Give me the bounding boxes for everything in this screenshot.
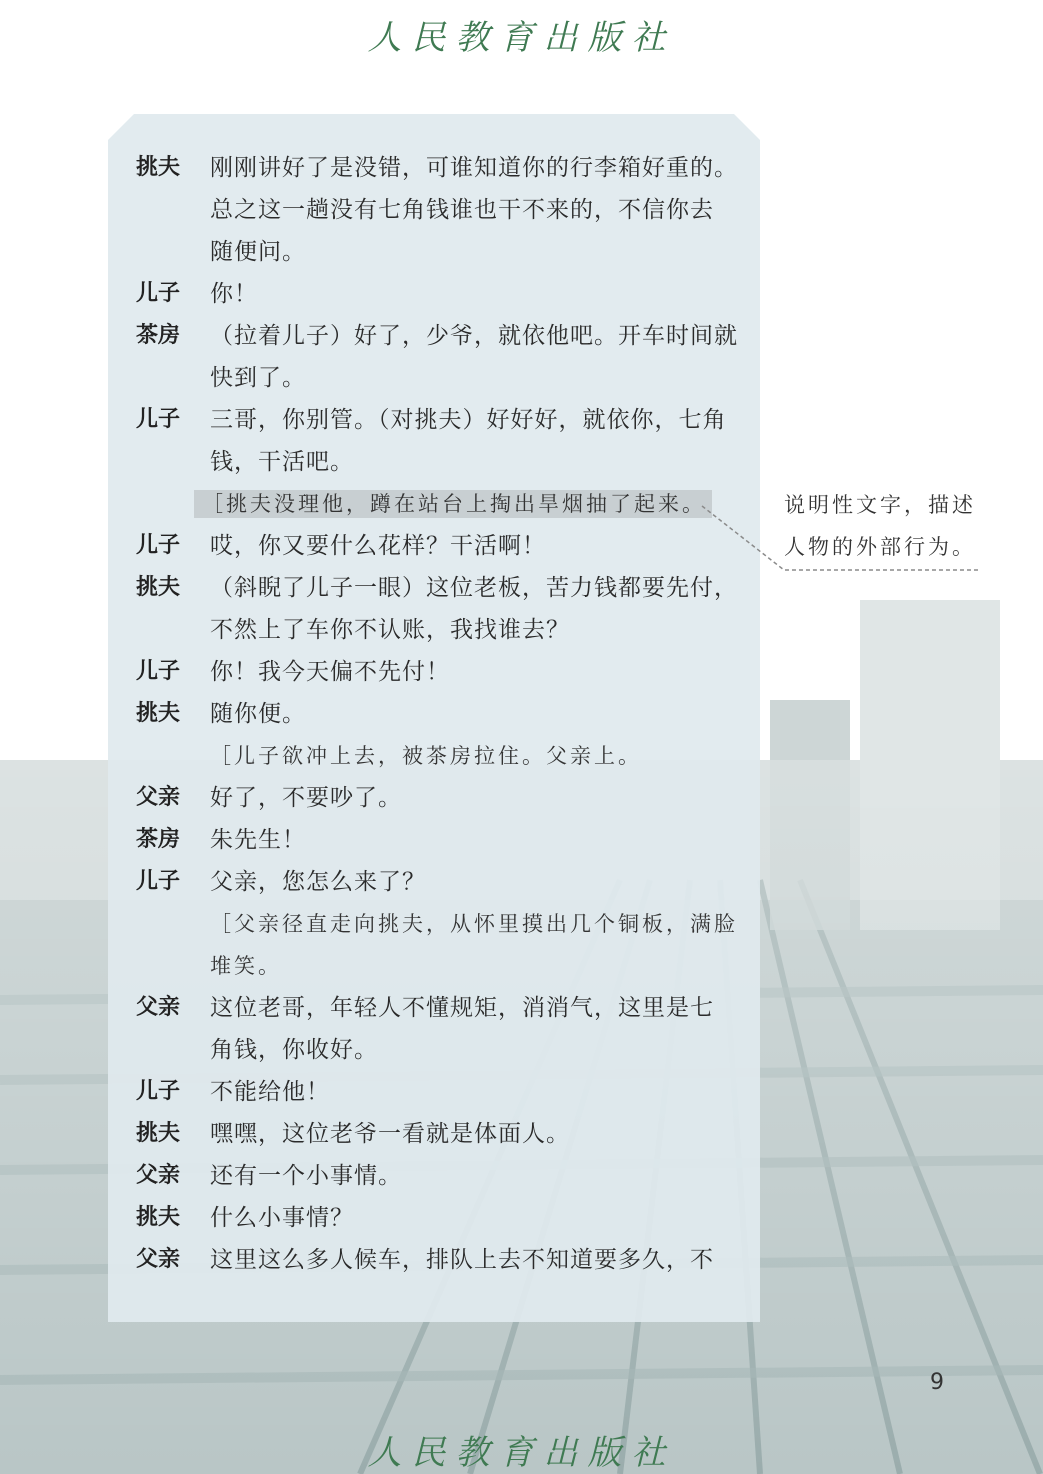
stage-direction-text: ［儿子欲冲上去，被茶房拉住。父亲上。 [210, 744, 642, 768]
dialogue-line [136, 357, 736, 399]
dialogue-text: 这位老哥，年轻人不懂规矩，消消气，这里是七 [210, 995, 714, 1021]
speaker-name [136, 609, 210, 651]
annotation-line: 人物的外部行为。 [784, 535, 976, 559]
margin-annotation [784, 484, 994, 568]
dialogue-text: 刚刚讲好了是没错，可谁知道你的行李箱好重的。 [210, 155, 738, 181]
dialogue-text: 这里这么多人候车，排队上去不知道要多久，不 [210, 1247, 714, 1273]
speaker-name: 挑夫 [136, 575, 181, 600]
dialogue-text: 嘿嘿，这位老爷一看就是体面人。 [210, 1121, 570, 1147]
dialogue-line [136, 567, 736, 609]
dialogue-text: 你！我今天偏不先付！ [210, 659, 450, 685]
dialogue-text: 三哥，你别管。（对挑夫）好好好，就依你，七角 [210, 407, 727, 433]
speaker-name: 儿子 [136, 869, 181, 894]
annotation-line: 说明性文字，描述 [784, 493, 976, 517]
dialogue-line [136, 525, 736, 567]
dialogue-line [136, 1155, 736, 1197]
speaker-name: 儿子 [136, 407, 181, 432]
speaker-name: 挑夫 [136, 1205, 181, 1230]
publisher-logo-footer: 人民教育出版社 [367, 1433, 676, 1473]
speaker-name: 儿子 [136, 1079, 181, 1104]
dialogue-line [136, 1113, 736, 1155]
publisher-logo-header: 人民教育出版社 [367, 18, 676, 58]
dialogue-text: 总之这一趟没有七角钱谁也干不来的，不信你去 [210, 197, 714, 223]
dialogue-text: （斜睨了儿子一眼）这位老板，苦力钱都要先付， [210, 575, 738, 601]
script-body [136, 147, 736, 1281]
dialogue-text: （拉着儿子）好了，少爷，就依他吧。开车时间就 [210, 323, 738, 349]
speaker-name: 儿子 [136, 659, 181, 684]
dialogue-line [136, 273, 736, 315]
highlighted-stage-direction: ［挑夫没理他，蹲在站台上掏出旱烟抽了起来。 [194, 490, 712, 518]
dialogue-line [136, 651, 736, 693]
speaker-name [136, 735, 210, 777]
stage-direction-line [136, 483, 736, 525]
stage-direction-line [136, 903, 736, 945]
speaker-name [136, 441, 210, 483]
speaker-name [136, 1029, 210, 1071]
dialogue-line [136, 609, 736, 651]
dialogue-text: 还有一个小事情。 [210, 1163, 402, 1189]
page-number: 9 [930, 1370, 944, 1395]
speaker-name: 父亲 [136, 1163, 181, 1188]
speaker-name: 挑夫 [136, 701, 181, 726]
speaker-name: 父亲 [136, 995, 181, 1020]
speaker-name [136, 231, 210, 273]
dialogue-text: 不能给他！ [210, 1079, 330, 1105]
speaker-name [136, 189, 210, 231]
dialogue-line [136, 777, 736, 819]
dialogue-text: 你！ [210, 281, 258, 307]
dialogue-line [136, 1197, 736, 1239]
dialogue-line [136, 819, 736, 861]
speaker-name [136, 357, 210, 399]
speaker-name [136, 945, 210, 987]
dialogue-text: 角钱，你收好。 [210, 1037, 378, 1063]
speaker-name: 挑夫 [136, 1121, 181, 1146]
speaker-name: 茶房 [136, 827, 181, 852]
dialogue-line [136, 231, 736, 273]
dialogue-line [136, 189, 736, 231]
dialogue-text: 什么小事情？ [210, 1205, 354, 1231]
dialogue-line [136, 1071, 736, 1113]
speaker-name: 茶房 [136, 323, 181, 348]
dialogue-line [136, 315, 736, 357]
dialogue-text: 不然上了车你不认账，我找谁去？ [210, 617, 570, 643]
speaker-name: 儿子 [136, 533, 181, 558]
dialogue-text: 哎，你又要什么花样？干活啊！ [210, 533, 546, 559]
dialogue-line [136, 693, 736, 735]
dialogue-line [136, 987, 736, 1029]
dialogue-text: 钱，干活吧。 [210, 449, 354, 475]
dialogue-text: 父亲，您怎么来了？ [210, 869, 426, 895]
dialogue-line [136, 861, 736, 903]
speaker-name: 父亲 [136, 785, 181, 810]
dialogue-line [136, 147, 736, 189]
stage-direction-line [136, 735, 736, 777]
dialogue-line [136, 1029, 736, 1071]
dialogue-line [136, 441, 736, 483]
dialogue-line [136, 399, 736, 441]
stage-direction-text: 堆笑。 [210, 954, 282, 978]
speaker-name: 父亲 [136, 1247, 181, 1272]
dialogue-text: 好了，不要吵了。 [210, 785, 402, 811]
dialogue-text: 快到了。 [210, 365, 306, 391]
dialogue-text: 随便问。 [210, 239, 306, 265]
dialogue-line [136, 1239, 736, 1281]
stage-direction-line [136, 945, 736, 987]
speaker-name: 儿子 [136, 281, 181, 306]
stage-direction-text: ［父亲径直走向挑夫，从怀里摸出几个铜板，满脸 [210, 912, 738, 936]
speaker-name: 挑夫 [136, 155, 181, 180]
dialogue-text: 朱先生！ [210, 827, 306, 853]
stage-direction-text [202, 483, 736, 525]
dialogue-text: 随你便。 [210, 701, 306, 727]
speaker-name [136, 903, 210, 945]
